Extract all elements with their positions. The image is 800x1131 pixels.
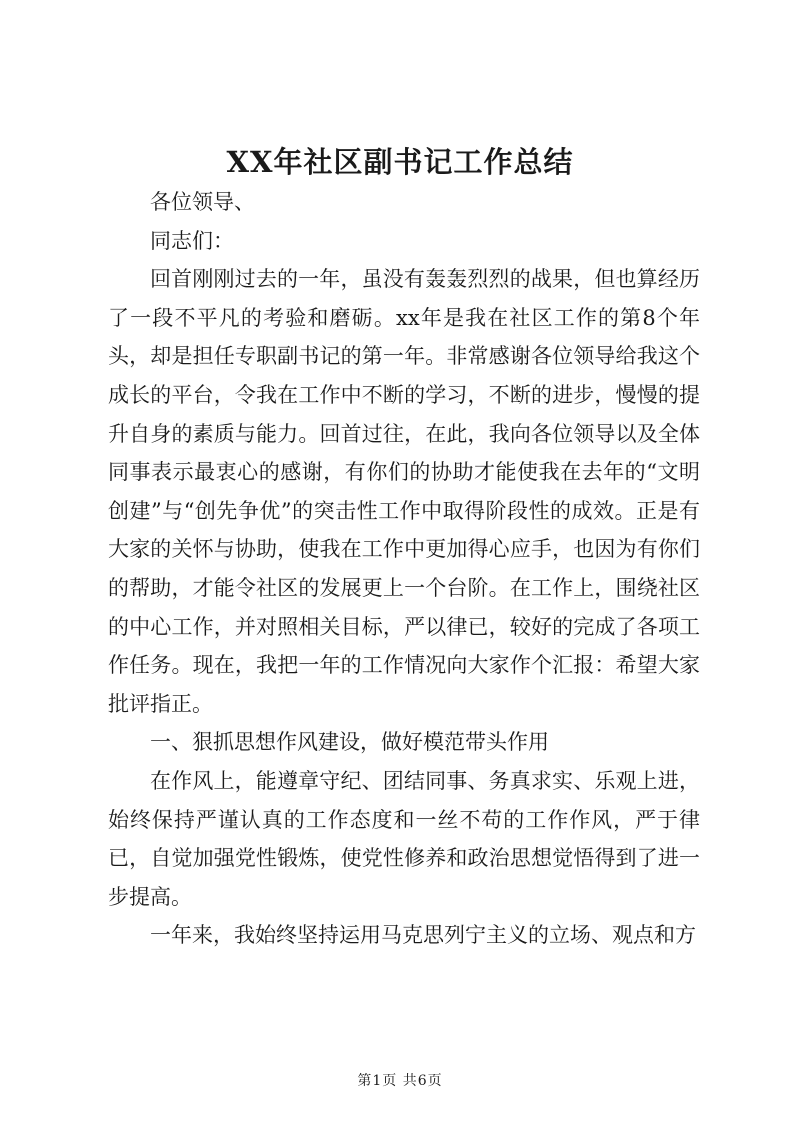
salutation-line-1: 各位领导、 xyxy=(150,190,255,214)
document-body xyxy=(108,183,700,955)
section-heading-1: 一、狠抓思想作风建设，做好模范带头作用 xyxy=(150,730,549,755)
paragraph-intro: 回首刚刚过去的一年，虽没有轰轰烈烈的战果，但也算经历了一段不平凡的考验和磨砺。xx年是我在社区工作的第8个年头，却是担任专职副书记的第一年。非常感谢各位领导给我这个成长的平台，令我在工作中不断的学习，不断的进步，慢慢的提升自身的素质与能力。回首过往，在此，我向各位领导以及全体同事表示最衷心的感谢，有你们的协助才能使我在去年的“文明创建”与“创先争优”的突击性工作中取得阶段性的成效。正是有大家的关怀与协助，使我在工作中更加得心应手，也因为有你们的帮助，才能令社区的发展更上一个台阶。在工作上，围绕社区的中心工作，并对照相关目标，严以律已，较好的完成了各项工作任务。现在，我把一年的工作情况向大家作个汇报：希望大家批评指正。 xyxy=(108,267,700,716)
salutation-line-2: 同志们： xyxy=(150,228,234,253)
paragraph-work-style: 在作风上，能遵章守纪、团结同事、务真求实、乐观上进，始终保持严谨认真的工作态度和一丝不苟的工作作风，严于律已，自觉加强党性锻炼，使党性修养和政治思想觉悟得到了进一步提高。 xyxy=(108,768,700,909)
page-footer: 第1页 共6页 xyxy=(357,1073,443,1089)
document-title: XX年社区副书记工作总结 xyxy=(226,145,574,179)
paragraph-continued: 一年来，我始终坚持运用马克思列宁主义的立场、观点和方 xyxy=(150,923,696,948)
